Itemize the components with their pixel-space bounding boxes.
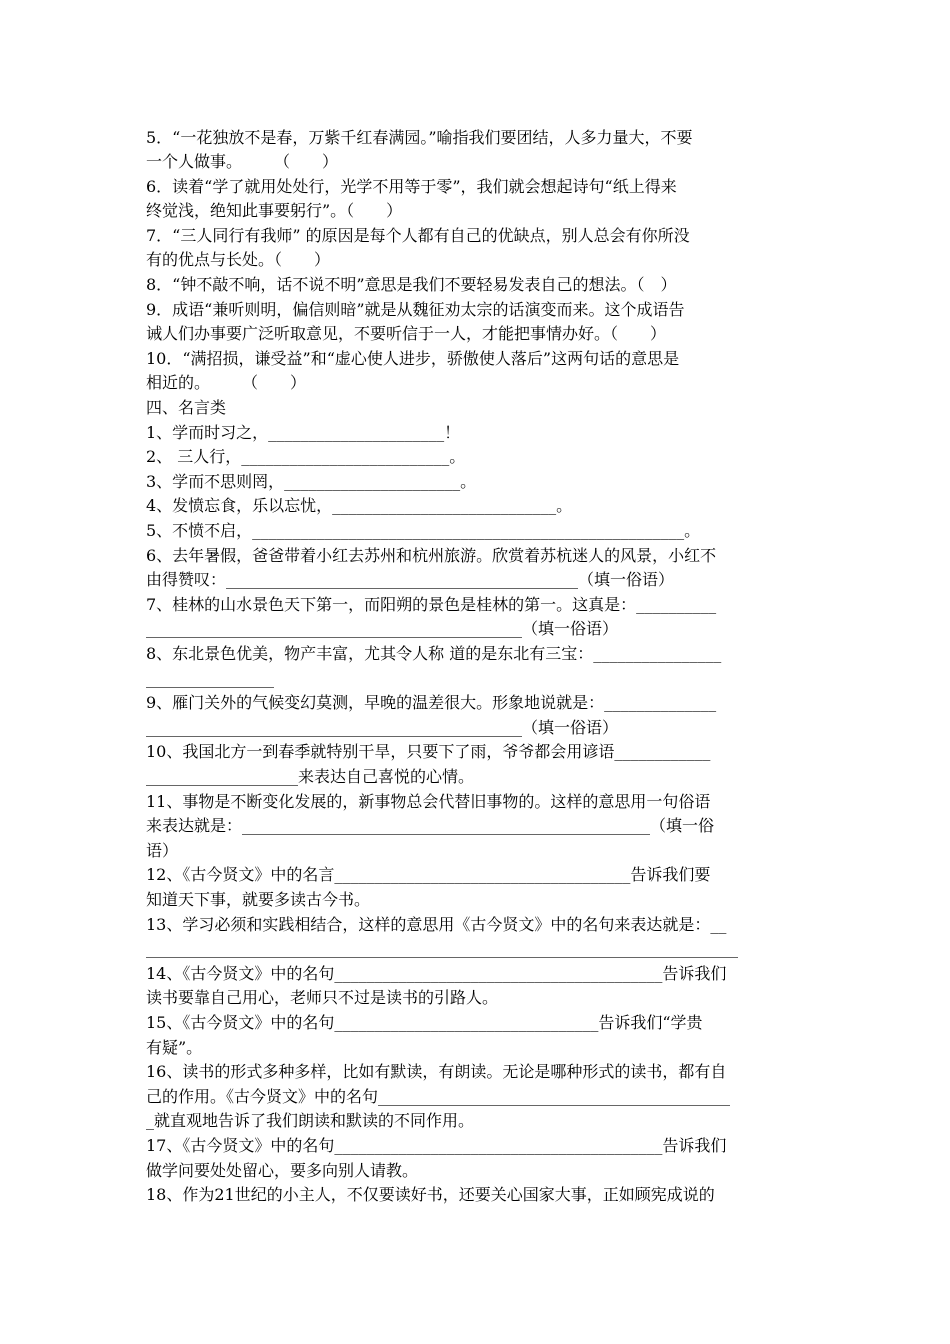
quote-17-line-1: 17、《古今贤文》中的名句_________________________________________告诉我们 [146,1136,727,1155]
question-7-line-1: 7．“三人同行有我师” 的原因是每个人都有自己的优缺点，别人总会有你所没 [146,226,690,245]
quote-18-line-1: 18、作为21世纪的小主人，不仅要读好书，还要关心国家大事，正如顾宪成说的 [146,1185,715,1204]
quote-16-line-1: 16、读书的形式多种多样，比如有默读，有朗读。无论是哪种形式的读书，都有自 [146,1062,727,1081]
quote-7-line-1: 7、桂林的山水景色天下第一，而阳朔的景色是桂林的第一。这真是：__________ [146,595,717,614]
quote-11-line-2: 来表达就是：___________________________________________________（填一俗 [146,816,715,835]
question-5-line-1: 5．“一花独放不是春，万紫千红春满园。”喻指我们要团结，人多力量大，不要 [146,128,693,147]
quote-15-line-2: 有疑”。 [146,1038,203,1057]
question-10-line-1: 10．“满招损，谦受益”和“虚心使人进步，骄傲使人落后”这两句话的意思是 [146,349,680,368]
question-10-line-2: 相近的。 （ ） [146,373,307,392]
question-9-line-2: 诫人们办事要广泛听取意见，不要听信于一人，才能把事情办好。（ ） [146,324,667,343]
quote-5-line: 5、不愤不启，______________________________________________________。 [146,521,701,540]
question-9-line-1: 9．成语“兼听则明，偏信则暗”就是从魏征劝太宗的话演变而来。这个成语告 [146,300,685,319]
quote-9-line-1: 9、雁门关外的气候变幻莫测，早晚的温差很大。形象地说就是：______________ [146,693,717,712]
quote-13-line-2: __________________________________________________________________________ [146,939,738,958]
question-8-line: 8．“钟不敲不响，话不说不明”意思是我们不要轻易发表自己的想法。（ ） [146,275,677,294]
quote-14-line-1: 14、《古今贤文》中的名句_________________________________________告诉我们 [146,964,727,983]
quote-8-line-2: ________________ [146,669,274,688]
quote-16-line-2: 己的作用。《古今贤文》中的名句____________________________________________ [146,1087,731,1106]
quote-8-line-1: 8、东北景色优美，物产丰富，尤其令人称 道的是东北有三宝：________________ [146,644,722,663]
quote-16-line-3: _就直观地告诉了我们朗读和默读的不同作用。 [146,1111,475,1130]
quote-9-line-2: _______________________________________________（填一俗语） [146,718,619,737]
quote-12-line-2: 知道天下事，就要多读古今书。 [146,890,371,909]
quote-2-line: 2、 三人行，__________________________。 [146,447,466,466]
quote-1-line: 1、学而时习之，______________________！ [146,423,461,442]
quote-6-line-1: 6、去年暑假，爸爸带着小红去苏州和杭州旅游。欣赏着苏杭迷人的风景，小红不 [146,546,717,565]
quote-3-line: 3、学而不思则罔，______________________。 [146,472,477,491]
quote-11-line-1: 11、事物是不断变化发展的，新事物总会代替旧事物的。这样的意思用一句俗语 [146,792,711,811]
question-7-line-2: 有的优点与长处。（ ） [146,250,331,269]
quote-6-line-2: 由得赞叹：____________________________________________（填一俗语） [146,570,675,589]
quote-10-line-1: 10、我国北方一到春季就特别干旱，只要下了雨，爷爷都会用谚语____________ [146,742,711,761]
quote-7-line-2: _______________________________________________（填一俗语） [146,619,619,638]
quote-12-line-1: 12、《古今贤文》中的名言_____________________________________告诉我们要 [146,865,711,884]
quote-4-line: 4、发愤忘食，乐以忘忧，____________________________。 [146,496,573,515]
question-5-line-2: 一个人做事。 （ ） [146,152,339,171]
section-heading-quotes: 四、名言类 [146,398,227,417]
quote-13-line-1: 13、学习必须和实践相结合，这样的意思用《古今贤文》中的名句来表达就是：__ [146,915,727,934]
quote-17-line-2: 做学问要处处留心，要多向别人请教。 [146,1161,419,1180]
quote-10-line-2: ___________________来表达自己喜悦的心情。 [146,767,475,786]
quote-14-line-2: 读书要靠自己用心，老师只不过是读书的引路人。 [146,988,499,1007]
question-6-line-1: 6．读着“学了就用处处行，光学不用等于零”，我们就会想起诗句“纸上得来 [146,177,677,196]
quote-11-line-3: 语） [146,841,179,860]
question-6-line-2: 终觉浅，绝知此事要躬行”。（ ） [146,201,403,220]
quote-15-line-1: 15、《古今贤文》中的名句_________________________________告诉我们“学贵 [146,1013,703,1032]
